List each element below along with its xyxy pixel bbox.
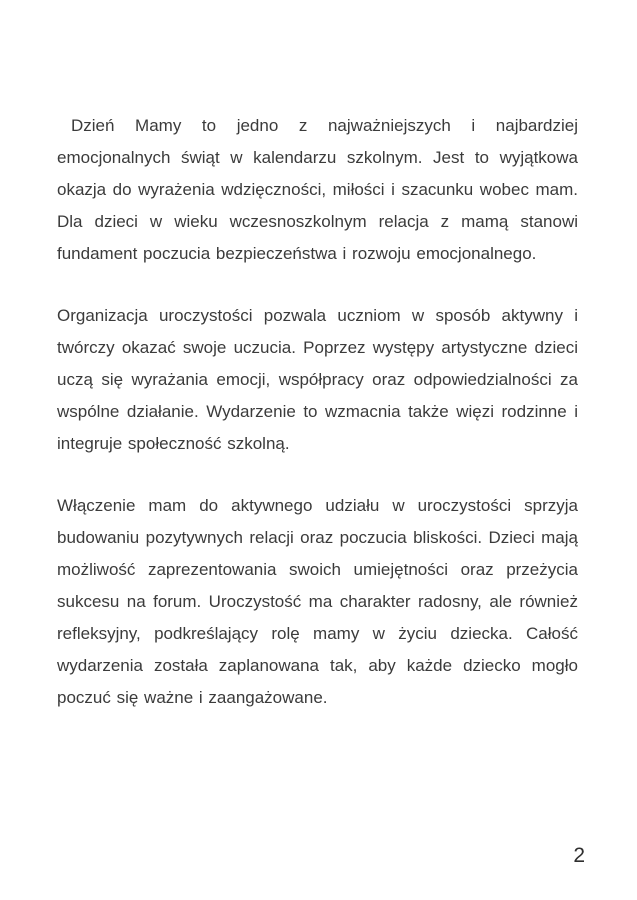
page-number: 2	[573, 844, 585, 867]
paragraph: Włączenie mam do aktywnego udziału w uroczystości sprzyja budowaniu pozytywnych relacji oraz poczucia bliskości. Dzieci mają możliwość zaprezentowania swoich umiejętności oraz przeżycia sukcesu na forum. Uroczystość ma charakter radosny, ale również refleksyjny, podkreślający rolę mamy w życiu dziecka. Całość wydarzenia została zaplanowana tak, aby każde dziecko mogło poczuć się ważne i zaangażowane.	[57, 496, 578, 707]
paragraph: Dzień Mamy to jedno z najważniejszych i najbardziej emocjonalnych świąt w kalendarzu szkolnym. Jest to wyjątkowa okazja do wyrażenia wdzięczności, miłości i szacunku wobec mam. Dla dzieci w wieku wczesnoszkolnym relacja z mamą stanowi fundament poczucia bezpieczeństwa i rozwoju emocjonalnego.	[57, 116, 578, 263]
paragraph: Organizacja uroczystości pozwala uczniom w sposób aktywny i twórczy okazać swoje uczucia. Poprzez występy artystyczne dzieci uczą się wyrażania emocji, współpracy oraz odpowiedzialności za wspólne działanie. Wydarzenie to wzmacnia także więzi rodzinne i integruje społeczność szkolną.	[57, 306, 578, 453]
text-content	[57, 110, 578, 744]
